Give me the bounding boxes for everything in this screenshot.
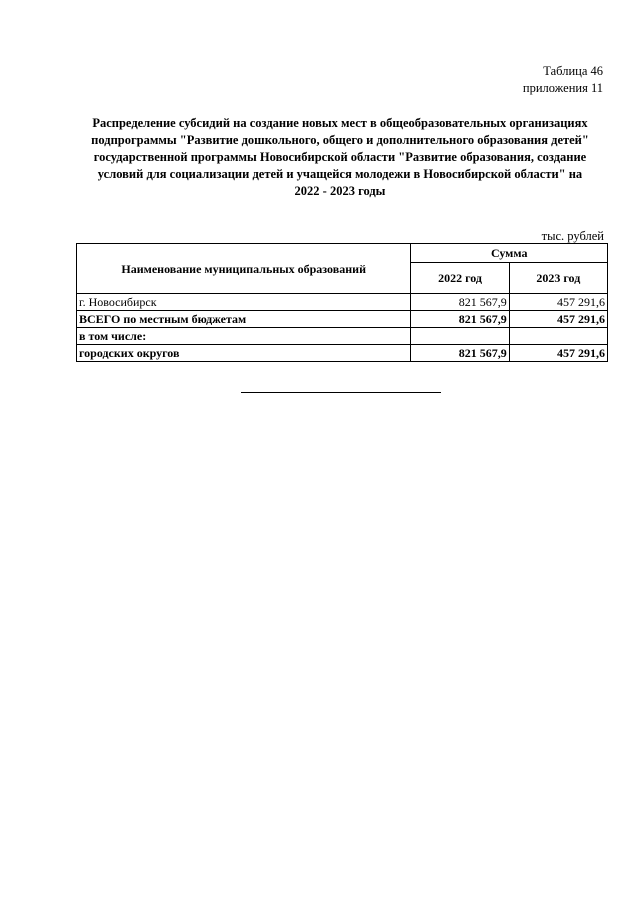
header-municipality: Наименование муниципальных образований (77, 244, 411, 294)
row-name: г. Новосибирск (77, 294, 411, 311)
row-value-2022: 821 567,9 (411, 345, 509, 362)
caption-appendix: приложения 11 (522, 81, 603, 95)
table-row (77, 328, 608, 345)
title-line: государственной программы Новосибирской области "Развитие образования, создание (93, 150, 587, 164)
table-row (77, 345, 608, 362)
title-line: условий для социализации детей и учащейся молодежи в Новосибирской области" на (97, 167, 583, 181)
subsidy-table (76, 243, 608, 362)
table-caption (523, 63, 603, 97)
header-sum: Сумма (411, 244, 608, 263)
title-line: 2022 - 2023 годы (294, 184, 386, 198)
row-name: ВСЕГО по местным бюджетам (77, 311, 411, 328)
row-value-2022: 821 567,9 (411, 294, 509, 311)
header-year-2022: 2022 год (411, 263, 509, 294)
title-line: подпрограммы "Развитие дошкольного, общего и дополнительного образования детей" (91, 133, 589, 147)
row-value-2023: 457 291,6 (509, 345, 607, 362)
header-year-2023: 2023 год (509, 263, 607, 294)
row-value-2023: 457 291,6 (509, 294, 607, 311)
row-value-2022 (411, 328, 509, 345)
table-row (77, 311, 608, 328)
row-value-2023: 457 291,6 (509, 311, 607, 328)
title-line: Распределение субсидий на создание новых мест в общеобразовательных организациях (92, 116, 588, 130)
caption-table-number: Таблица 46 (543, 64, 603, 78)
separator-line (241, 392, 441, 393)
document-title (70, 115, 610, 200)
table-row (77, 294, 608, 311)
row-name: в том числе: (77, 328, 411, 345)
row-value-2023 (509, 328, 607, 345)
row-value-2022: 821 567,9 (411, 311, 509, 328)
row-name: городских округов (77, 345, 411, 362)
unit-label: тыс. рублей (541, 229, 604, 243)
